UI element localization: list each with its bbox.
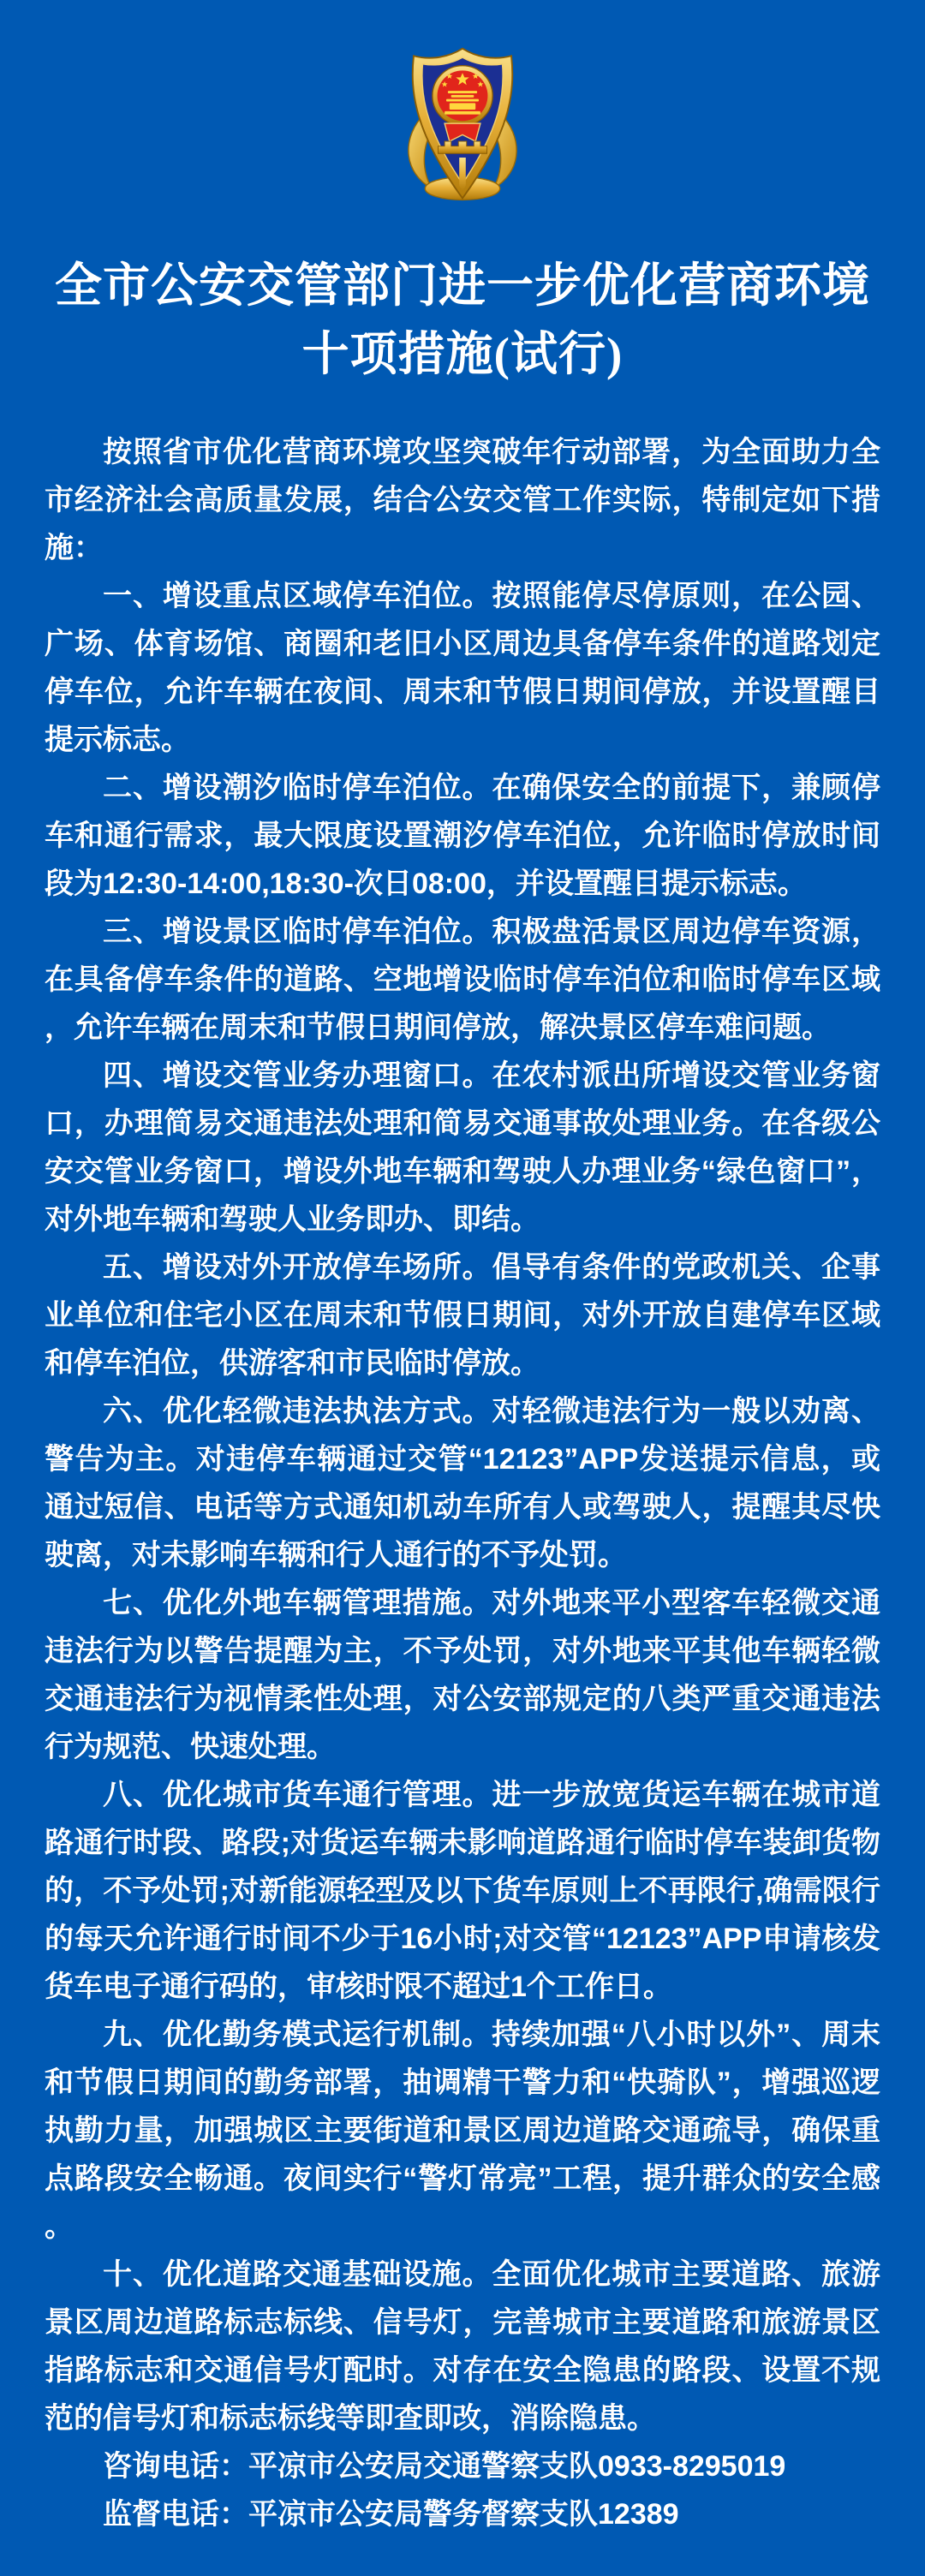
measure-item-2: 二、增设潮汐临时停车泊位。在确保安全的前提下，兼顾停车和通行需求，最大限度设置潮汐停车泊位，允许临时停放时间段为12:30-14:00,18:30-次日08:00，并设置醒目提示标志。 [45, 772, 880, 900]
measure-item-3: 三、增设景区临时停车泊位。积极盘活景区周边停车资源，在具备停车条件的道路、空地增设临时停车泊位和临时停车区域，允许车辆在周末和节假日期间停放，解决景区停车难问题。 [45, 915, 880, 1044]
measure-item-8: 八、优化城市货车通行管理。进一步放宽货运车辆在城市道路通行时段、路段;对货运车辆未影响道路通行临时停车装卸货物的，不予处罚;对新能源轻型及以下货车原则上不再限行,确需限行的每天允许通行时间不少于16小时;对交管“12123”APP申请核发货车电子通行码的，审核时限不超过1个工作日。 [45, 1779, 880, 2003]
measure-item-10: 十、优化道路交通基础设施。全面优化城市主要道路、旅游景区周边道路标志标线、信号灯，完善城市主要道路和旅游景区指路标志和交通信号灯配时。对存在安全隐患的路段、设置不规范的信号灯和标志标线等即查即改，消除隐患。 [45, 2258, 880, 2435]
poster-title-line2: 十项措施(试行) [301, 328, 624, 380]
police-badge-icon [0, 0, 925, 207]
measure-item-1: 一、增设重点区域停车泊位。按照能停尽停原则，在公园、广场、体育场馆、商圈和老旧小区周边具备停车条件的道路划定停车位，允许车辆在夜间、周末和节假日期间停放，并设置醒目提示标志。 [45, 580, 880, 756]
contact-consult-line: 咨询电话：平凉市公安局交通警察支队0933-8295019 [103, 2450, 786, 2483]
measure-item-9: 九、优化勤务模式运行机制。持续加强“八小时以外”、周末和节假日期间的勤务部署，抽调精干警力和“快骑队”，增强巡逻执勤力量，加强城区主要街道和景区周边道路交通疏导，确保重点路段安全畅通。夜间实行“警灯常亮”工程，提升群众的安全感。 [45, 2018, 880, 2243]
measure-item-5: 五、增设对外开放停车场所。倡导有条件的党政机关、企事业单位和住宅小区在周末和节假日期间，对外开放自建停车区域和停车泊位，供游客和市民临时停放。 [45, 1251, 880, 1380]
contact-supervise-line: 监督电话：平凉市公安局警务督察支队12389 [103, 2498, 679, 2531]
poster-title [34, 252, 891, 389]
measure-item-4: 四、增设交管业务办理窗口。在农村派出所增设交管业务窗口，办理简易交通违法处理和简易交通事故处理业务。在各级公安交管业务窗口，增设外地车辆和驾驶人办理业务“绿色窗口”，对外地车辆和驾驶人业务即办、即结。 [45, 1059, 880, 1236]
intro-paragraph: 按照省市优化营商环境攻坚突破年行动部署，为全面助力全市经济社会高质量发展，结合公安交管工作实际，特制定如下措施： [45, 436, 880, 564]
measure-item-6: 六、优化轻微违法执法方式。对轻微违法行为一般以劝离、警告为主。对违停车辆通过交管“12123”APP发送提示信息，或通过短信、电话等方式通知机动车所有人或驾驶人，提醒其尽快驶离，对未影响车辆和行人通行的不予处罚。 [45, 1395, 880, 1571]
measure-item-7: 七、优化外地车辆管理措施。对外地来平小型客车轻微交通违法行为以警告提醒为主，不予处罚，对外地来平其他车辆轻微交通违法行为视情柔性处理，对公安部规定的八类严重交通违法行为规范、快速处理。 [45, 1587, 880, 1763]
poster-title-line1: 全市公安交管部门进一步优化营商环境 [54, 259, 870, 312]
poster-body [0, 428, 925, 2538]
